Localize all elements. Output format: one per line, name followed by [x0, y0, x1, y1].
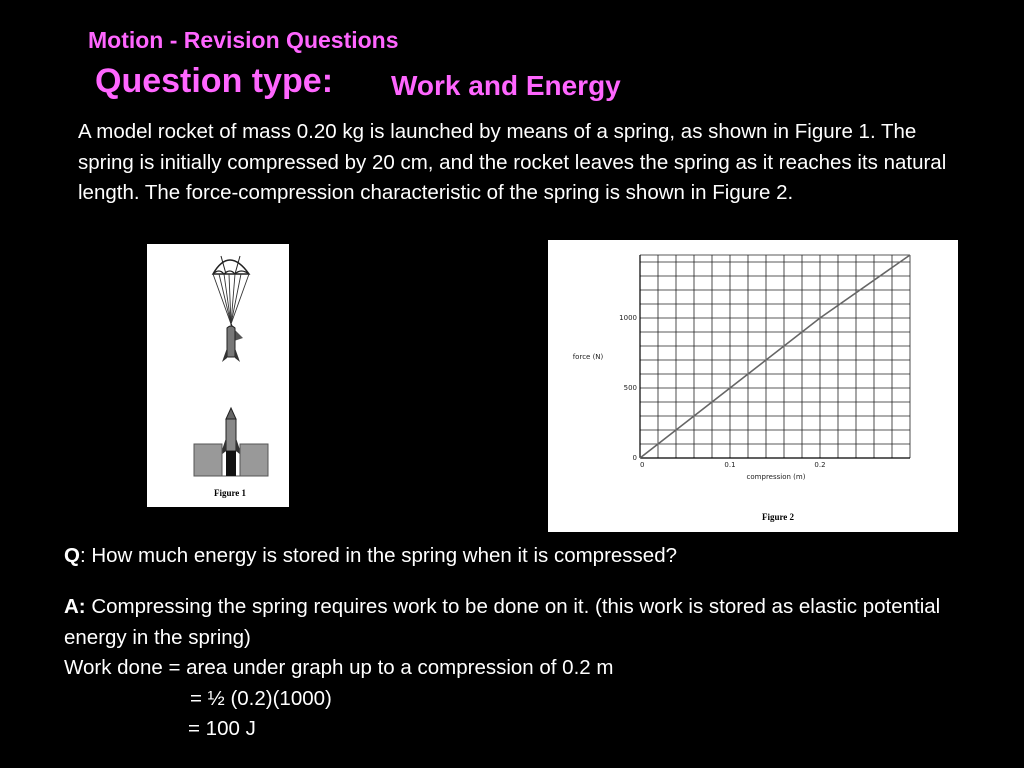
rocket-fin-right [235, 348, 240, 362]
question-type-value: Work and Energy [391, 70, 621, 101]
rocket-fin-left [222, 348, 227, 362]
problem-statement: A model rocket of mass 0.20 kg is launched by means of a spring, as shown in Figure 1. The spring is initially compressed by 20 cm, and the rocket leaves the spring as it reaches its natural length. The force-compression characteristic of the spring is shown in Figure 2. [78, 120, 947, 204]
x-axis-label: compression (m) [746, 473, 806, 481]
force-compression-line [640, 255, 910, 458]
y-tick-label: 500 [623, 384, 637, 392]
force-compression-graph [548, 240, 958, 532]
answer [64, 592, 964, 745]
figure-2-chart [548, 240, 958, 532]
question [64, 543, 964, 569]
x-tick-label: 0 [640, 461, 645, 469]
figure-2-caption: Figure 2 [761, 512, 795, 522]
parachute-canopy [213, 260, 249, 274]
answer-label: A: [64, 595, 86, 618]
answer-calculation: = ½ (0.2)(1000) [190, 686, 332, 710]
chart-grid [640, 255, 910, 458]
y-tick-label: 1000 [619, 314, 637, 322]
rocket-nose [226, 408, 236, 419]
y-tick-label: 0 [632, 454, 637, 462]
y-axis-label: force (N) [572, 353, 604, 361]
answer-result: = 100 J [188, 717, 256, 740]
x-tick-label: 0.2 [814, 461, 826, 469]
question-label: Q [64, 544, 80, 567]
chart-series [640, 255, 910, 458]
answer-line-2: Work done = area under graph up to a compression of 0.2 m [64, 656, 614, 679]
figure-1-caption: Figure 1 [213, 488, 247, 498]
question-text: : How much energy is stored in the spring when it is compressed? [79, 544, 678, 567]
slide-title: Motion - Revision Questions [88, 27, 399, 53]
chart-axes [640, 255, 910, 458]
rocket-body-upper [227, 326, 235, 357]
rocket-illustration [147, 244, 289, 507]
answer-text: Compressing the spring requires work to be done on it. (this work is stored as elastic potential energy in the spring) [64, 595, 941, 649]
question-type-label: Question type: [95, 62, 334, 100]
figure-1-rocket [147, 244, 289, 507]
answer-line-1 [64, 592, 964, 653]
spring [226, 451, 236, 476]
shroud-lines [213, 274, 249, 324]
rocket-body-lower [226, 419, 236, 451]
x-tick-label: 0.1 [724, 461, 736, 469]
